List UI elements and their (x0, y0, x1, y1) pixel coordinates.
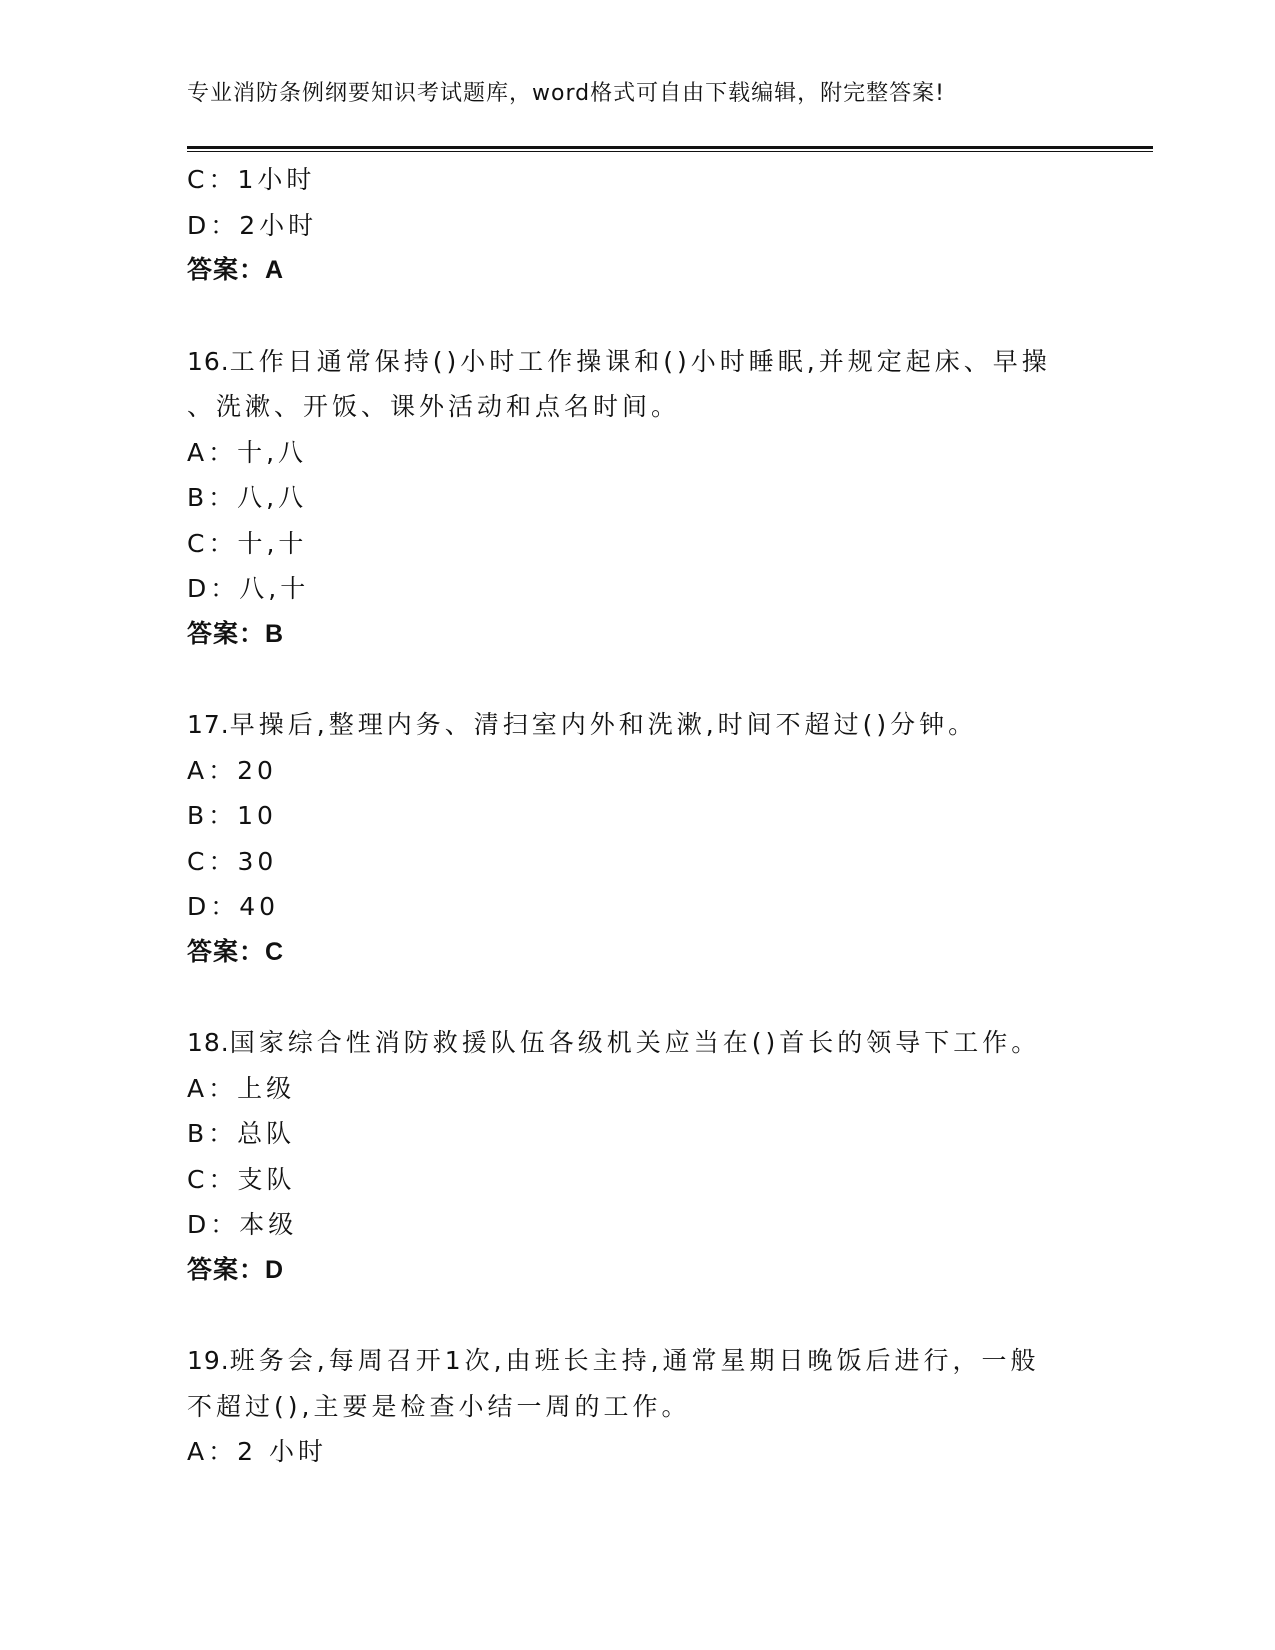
answer-value: A (265, 256, 285, 284)
answer-line (187, 1248, 1087, 1294)
option-item (187, 430, 1087, 476)
option-text: 十,十 (237, 528, 308, 558)
question-number: 17. (187, 710, 230, 739)
option-text: 2 小时 (237, 1437, 327, 1466)
answer-label: 答案： (187, 256, 266, 284)
answer-value: C (265, 937, 285, 966)
question-line-text: 班务会,每周召开1次,由班长主持,通常星期日晚饭后进行，一般 (229, 1346, 1040, 1375)
option-label: D： (187, 210, 240, 240)
option-item (187, 1157, 1087, 1203)
question-text (187, 1020, 1087, 1066)
option-text: 1小时 (237, 165, 316, 194)
option-label: B： (187, 1119, 238, 1148)
option-item (187, 1111, 1087, 1157)
option-label: C： (187, 846, 238, 876)
option-text: 40 (239, 892, 280, 921)
answer-value: B (265, 619, 285, 648)
option-item (187, 1066, 1087, 1112)
option-text: 2小时 (239, 210, 318, 240)
question-line-text: 、洗漱、开饭、课外活动和点名时间。 (187, 392, 681, 421)
option-item (187, 793, 1087, 839)
question-line-text: 国家综合性消防救援队伍各级机关应当在()首长的领导下工作。 (229, 1028, 1041, 1057)
option-text: 八,十 (239, 574, 310, 603)
answer-line (187, 248, 1087, 294)
header-rule-thin (187, 151, 1153, 152)
question-number: 19. (187, 1346, 230, 1375)
page-header-title: 专业消防条例纲要知识考试题库，word格式可自由下载编辑，附完整答案! (187, 81, 945, 106)
option-label: D： (187, 1210, 240, 1239)
question-list (187, 157, 1087, 1475)
option-text: 总队 (237, 1119, 296, 1148)
option-label: A： (187, 755, 238, 785)
option-item (187, 521, 1087, 567)
option-text: 八,八 (237, 483, 308, 512)
answer-line (187, 930, 1087, 976)
option-label: A： (187, 1437, 238, 1466)
option-item (187, 157, 1087, 203)
question-block (187, 1020, 1087, 1293)
question-block (187, 339, 1087, 658)
option-text: 本级 (239, 1210, 298, 1239)
question-text-continued (187, 1384, 1087, 1430)
option-label: C： (187, 1164, 238, 1194)
option-text: 支队 (237, 1164, 296, 1194)
option-label: B： (187, 801, 238, 830)
option-text: 十,八 (237, 437, 308, 467)
question-block (187, 1338, 1087, 1475)
option-item (187, 1202, 1087, 1248)
answer-line (187, 612, 1087, 658)
question-text (187, 1338, 1087, 1384)
option-item (187, 566, 1087, 612)
option-text: 30 (237, 846, 278, 876)
answer-label: 答案： (187, 1255, 266, 1284)
question-text (187, 702, 1087, 748)
question-number: 18. (187, 1028, 230, 1057)
option-item (187, 203, 1087, 249)
question-line-text: 工作日通常保持()小时工作操课和()小时睡眠,并规定起床、早操 (229, 346, 1051, 376)
option-text: 20 (237, 755, 277, 785)
option-item (187, 748, 1087, 794)
option-item (187, 839, 1087, 885)
option-label: D： (187, 574, 240, 603)
question-block (187, 157, 1087, 294)
option-label: C： (187, 165, 238, 194)
option-label: D： (187, 892, 240, 921)
answer-label: 答案： (187, 619, 266, 648)
option-item (187, 1429, 1087, 1475)
header-rule-thick (187, 146, 1153, 149)
question-text-continued (187, 384, 1087, 430)
answer-label: 答案： (187, 937, 266, 966)
option-label: C： (187, 528, 238, 558)
question-text (187, 339, 1087, 385)
option-item (187, 884, 1087, 930)
option-label: B： (187, 483, 238, 512)
option-label: A： (187, 1073, 238, 1103)
question-number: 16. (187, 346, 230, 376)
answer-value: D (265, 1255, 285, 1284)
option-text: 10 (237, 801, 277, 830)
option-text: 上级 (237, 1073, 296, 1103)
option-item (187, 475, 1087, 521)
option-label: A： (187, 437, 238, 467)
question-block (187, 702, 1087, 975)
question-line-text: 早操后,整理内务、清扫室内外和洗漱,时间不超过()分钟。 (229, 710, 978, 739)
question-line-text: 不超过(),主要是检查小结一周的工作。 (187, 1391, 691, 1421)
